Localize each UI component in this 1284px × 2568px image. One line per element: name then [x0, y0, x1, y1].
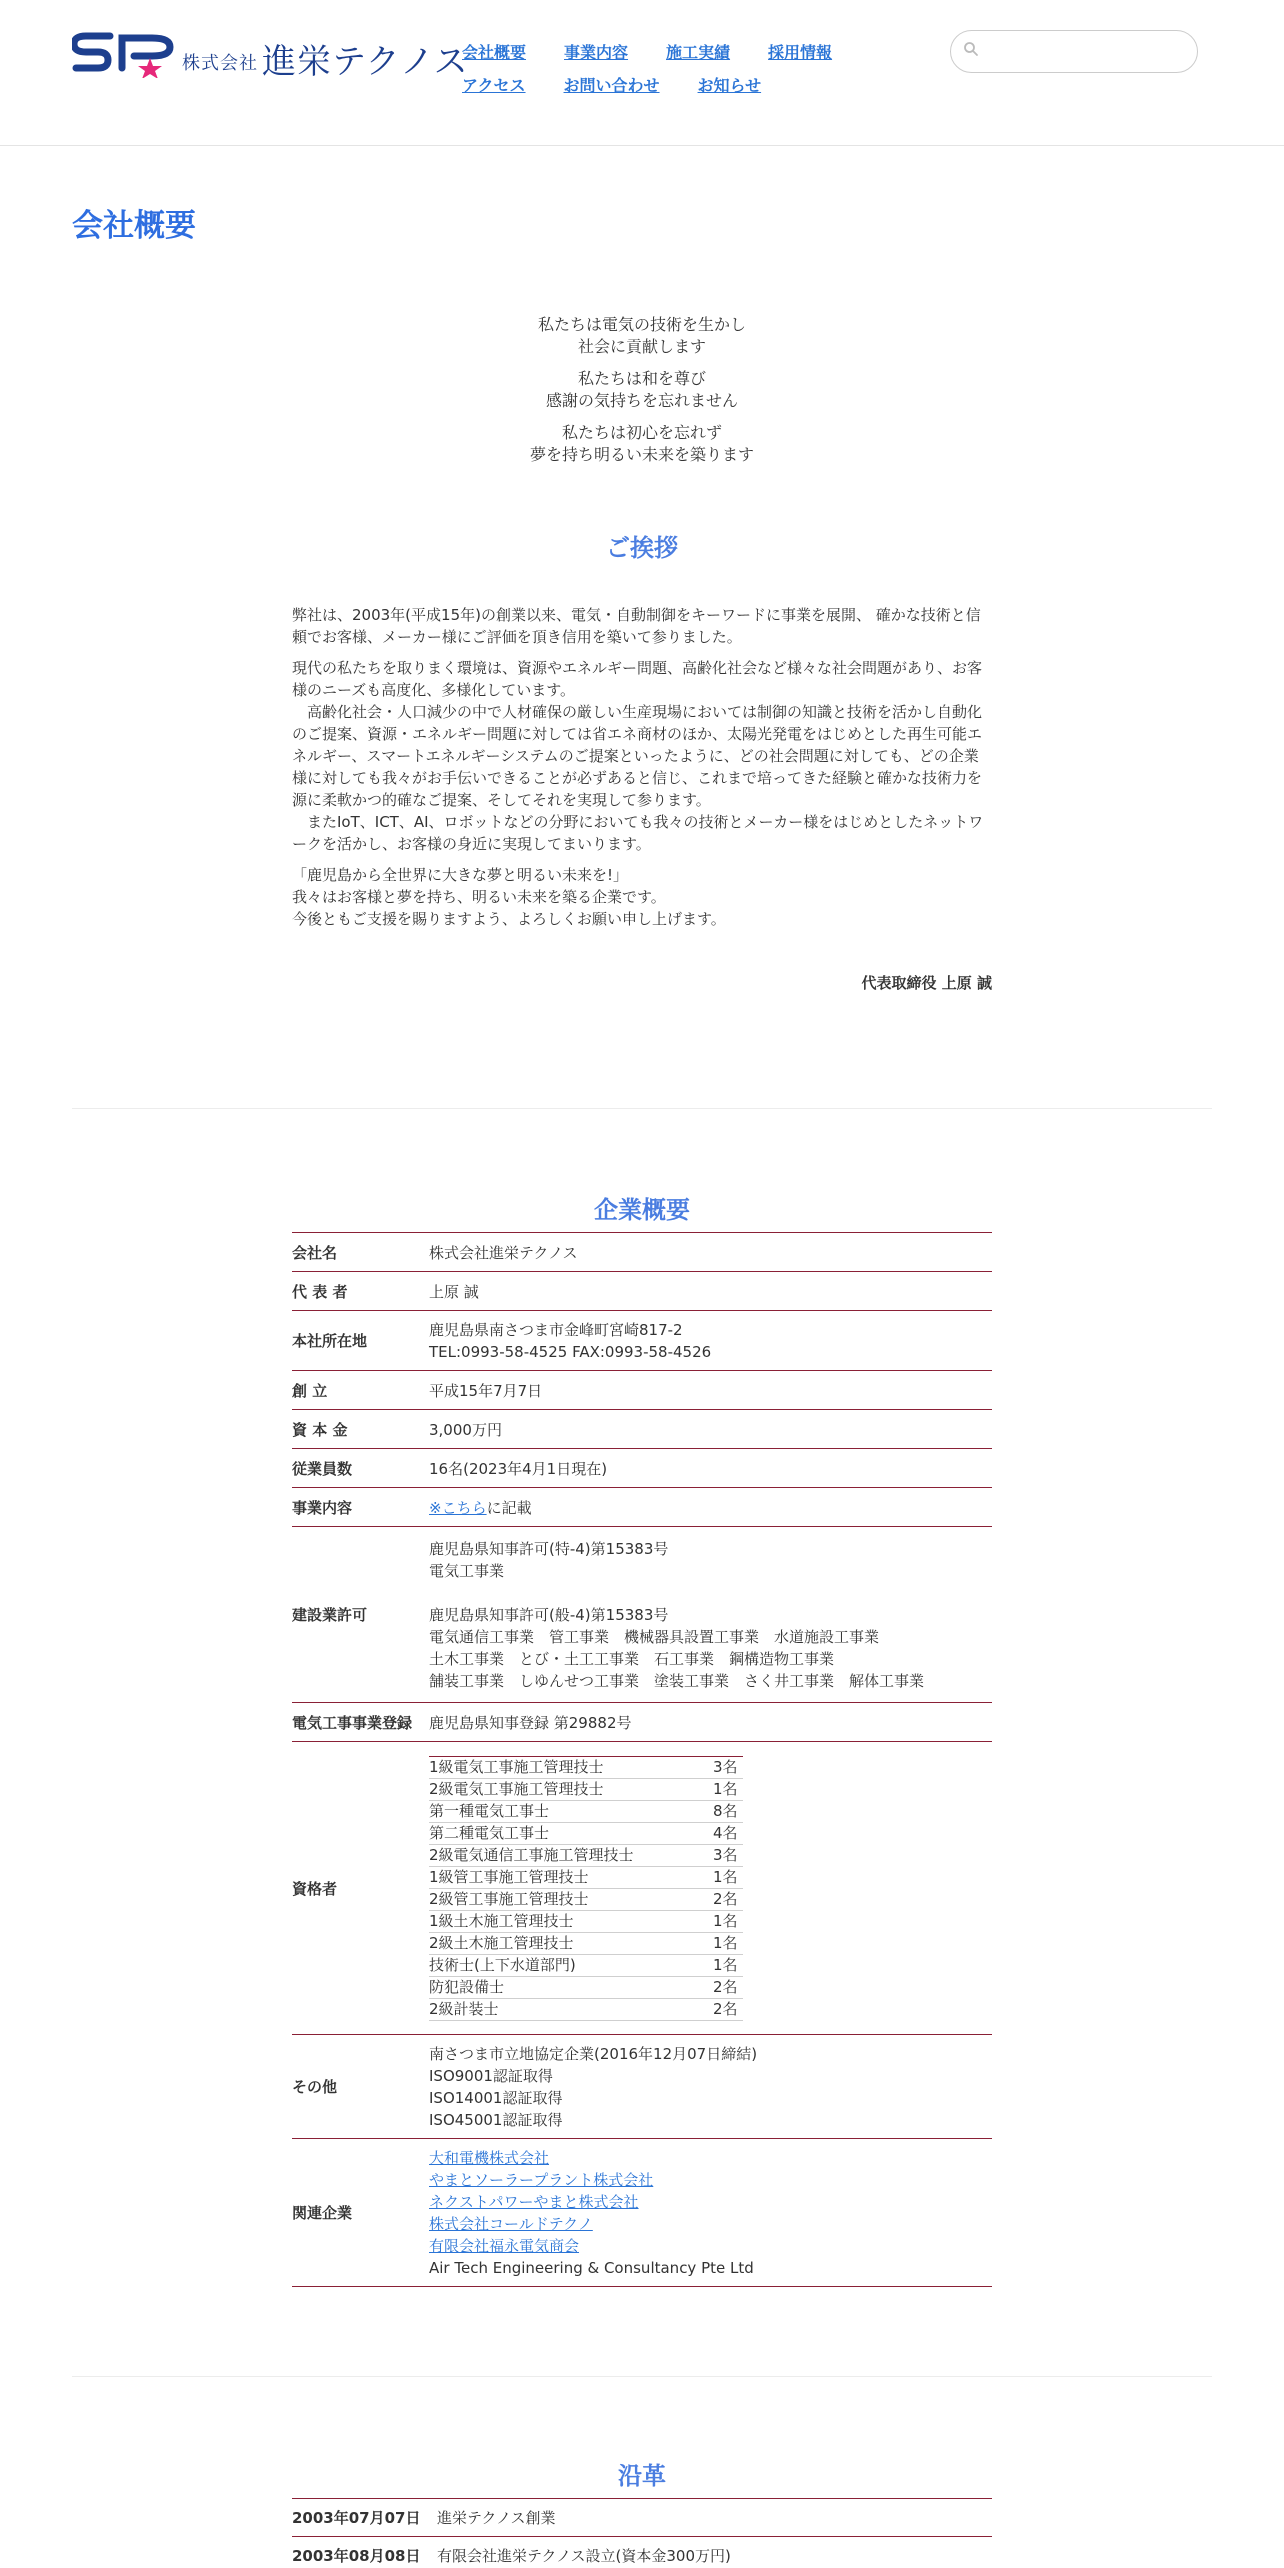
qualification-row: 2級電気工事施工管理技士 1名 [429, 1778, 743, 1800]
history-event: 進栄テクノス創業 [437, 2509, 556, 2527]
qualification-row: 防犯設備士 2名 [429, 1976, 743, 1998]
row-label: 会社名 [292, 1243, 338, 1262]
greeting-paragraph: 現代の私たちを取りまく環境は、資源やエネルギー問題、高齢化社会など様々な社会問題があり、お客様のニーズも高度化、多様化しています。 高齢化社会・人口減少の中で人材確保の厳しい生産現場においては制御の知識と技術を活かし自動化のご提案、資源・エネルギー問題に対しては省エネ商材のほか、太陽光発電をはじめとした再生可能エネルギー、スマートエネルギーシステムのご提案といったように、どの社会問題に対しても、どの企業様に対しても我々がお手伝いできることが必ずあると信じ、これまで培ってきた経験と確かな技術力を源に柔軟かつ的確なご提案、そしてそれを実現して参ります。 またIoT、ICT、AI、ロボットなどの分野においても我々の技術とメーカー様をはじめとしたネットワークを活かし、お客様の身近に実現してまいります。 [292, 659, 984, 853]
related-company-link[interactable]: 大和電機株式会社 [429, 2148, 550, 2167]
nav-recruit[interactable]: 採用情報 [768, 43, 833, 62]
overview-heading: 企業概要 [594, 1196, 690, 1224]
table-row [292, 1371, 992, 1410]
greeting-paragraph: 「鹿児島から全世界に大きな夢と明るい未来を!」 我々はお客様と夢を持ち、明るい未来を築る企業です。 今後ともご支援を賜りますよう、よろしくお願い申し上げます。 [292, 866, 726, 928]
row-value: 上原 誠 [429, 1282, 479, 1301]
row-label: 電気工事事業登録 [292, 1713, 413, 1732]
row-label: 事業内容 [292, 1498, 353, 1517]
row-value [429, 1742, 992, 2035]
history-date: 2003年08月08日 [292, 2547, 421, 2565]
history-row [292, 2498, 992, 2536]
row-label: 創 立 [292, 1381, 328, 1400]
qualifications-table [429, 1756, 743, 2021]
sp-logo-mark-icon [72, 30, 176, 78]
related-company-text: Air Tech Engineering & Consultancy Pte Ltd [429, 2258, 754, 2277]
star-icon [138, 58, 162, 78]
qualification-row: 第二種電気工事士 4名 [429, 1822, 743, 1844]
qualification-row: 1級電気工事施工管理技士 3名 [429, 1756, 743, 1778]
search-input[interactable] [987, 39, 1187, 65]
row-value: 鹿児島県知事登録 第29882号 [429, 1713, 632, 1732]
history-row [292, 2536, 992, 2568]
qualification-row: 2級計装士 2名 [429, 1998, 743, 2020]
philosophy-item: 私たちは電気の技術を生かし 社会に貢献します [537, 315, 746, 356]
philosophy-item: 私たちは和を尊び 感謝の気持ちを忘れません [545, 369, 738, 410]
row-value [429, 1311, 992, 1371]
greeting-signature: 代表取締役 上原 誠 [861, 974, 992, 992]
company-logo[interactable] [72, 30, 469, 82]
corporate-philosophy [292, 314, 992, 476]
nav-news[interactable]: お知らせ [697, 76, 762, 95]
nav-access[interactable]: アクセス [462, 76, 526, 95]
table-row [292, 1272, 992, 1311]
related-company-link[interactable]: 株式会社コールドテクノ [429, 2214, 593, 2233]
qualification-row: 1級管工事施工管理技士 1名 [429, 1866, 743, 1888]
history-heading: 沿革 [618, 2462, 666, 2490]
table-row [292, 1311, 992, 1371]
philosophy-item: 私たちは初心を忘れず 夢を持ち明るい未来を築ります [529, 423, 754, 464]
table-row [292, 2035, 992, 2139]
table-row [292, 1449, 992, 1488]
company-overview-table [292, 1232, 992, 2287]
qualification-row: 2級管工事施工管理技士 2名 [429, 1888, 743, 1910]
greeting-paragraph: 弊社は、2003年(平成15年)の創業以来、電気・自動制御をキーワードに事業を展開、 確かな技術と信頼でお客様、メーカー様にご評価を頂き信用を築いて参りました。 [292, 606, 981, 646]
main-nav [462, 40, 882, 106]
business-detail-link[interactable]: ※こちら [429, 1498, 487, 1517]
search-box[interactable] [950, 30, 1198, 73]
table-row [292, 1233, 992, 1272]
row-value [429, 2139, 992, 2287]
nav-contact[interactable]: お問い合わせ [563, 76, 660, 95]
nav-business[interactable]: 事業内容 [564, 43, 629, 62]
site-header [0, 0, 1284, 146]
nav-works[interactable]: 施工実績 [666, 43, 731, 62]
row-value: 南さつま市立地協定企業(2016年12月07日締結) ISO9001認証取得 ISO14001認証取得 ISO45001認証取得 [429, 2044, 758, 2129]
row-label: 本社所在地 [292, 1332, 368, 1350]
row-label: 建設業許可 [292, 1606, 368, 1624]
tel-fax-line: TEL:0993-58-4525 FAX:0993-58-4526 [429, 1342, 712, 1361]
history-date: 2003年07月07日 [292, 2509, 421, 2527]
row-label: 資格者 [292, 1879, 338, 1898]
row-label: 資 本 金 [292, 1420, 348, 1439]
history-list [292, 2498, 992, 2568]
history-event: 有限会社進栄テクノス設立(資本金300万円) [437, 2547, 731, 2565]
table-row [292, 2139, 992, 2287]
table-row [292, 1488, 992, 1527]
table-row [292, 1527, 992, 1703]
row-label: 関連企業 [292, 2204, 353, 2222]
qualification-row: 2級電気通信工事施工管理技士 3名 [429, 1844, 743, 1866]
related-company-link[interactable]: 有限会社福永電気商会 [429, 2236, 580, 2255]
row-label: 従業員数 [292, 1459, 353, 1478]
row-value: 3,000万円 [429, 1420, 502, 1439]
row-label: 代 表 者 [292, 1282, 348, 1301]
page-title: 会社概要 [72, 208, 196, 244]
search-icon [963, 41, 979, 57]
row-value: 株式会社進栄テクノス [429, 1243, 578, 1262]
table-row [292, 1742, 992, 2035]
row-label: その他 [292, 2078, 338, 2096]
row-value: 16名(2023年4月1日現在) [429, 1459, 608, 1478]
qualification-row: 技術士(上下水道部門) 1名 [429, 1954, 743, 1976]
related-company-link[interactable]: やまとソーラープラント株式会社 [429, 2170, 654, 2189]
qualification-row: 2級土木施工管理技士 1名 [429, 1932, 743, 1954]
greeting-heading: ご挨拶 [606, 534, 678, 562]
related-company-link[interactable]: ネクストパワーやまと株式会社 [429, 2192, 639, 2211]
qualification-row: 第一種電気工事士 8名 [429, 1800, 743, 1822]
section-divider [72, 2376, 1212, 2377]
table-row [292, 1410, 992, 1449]
row-value: ※こちらに記載 [429, 1498, 532, 1517]
qualification-row: 1級土木施工管理技士 1名 [429, 1910, 743, 1932]
greeting-text [292, 604, 992, 939]
row-value: 鹿児島県知事許可(特-4)第15383号 電気工事業 鹿児島県知事許可(般-4)第15383号 電気通信工事業 管工事業 機械器具設置工事業 水道施設工事業 土木工事業 とび・土工工事業 石工事業 鋼構造物工事業 舗装工事業 しゆんせつ工事業 塗装工事業 さく井工事業 解体工事業 [429, 1539, 925, 1690]
nav-about[interactable]: 会社概要 [462, 43, 527, 62]
row-value: 平成15年7月7日 [429, 1381, 543, 1400]
address-line: 鹿児島県南さつま市金峰町宮崎817-2 [429, 1320, 683, 1339]
nav-row-1 [462, 40, 882, 73]
section-divider [72, 1108, 1212, 1109]
table-row [292, 1703, 992, 1742]
nav-row-2 [462, 73, 882, 106]
logo-text: 株式会社 進栄テクノス [182, 42, 469, 82]
